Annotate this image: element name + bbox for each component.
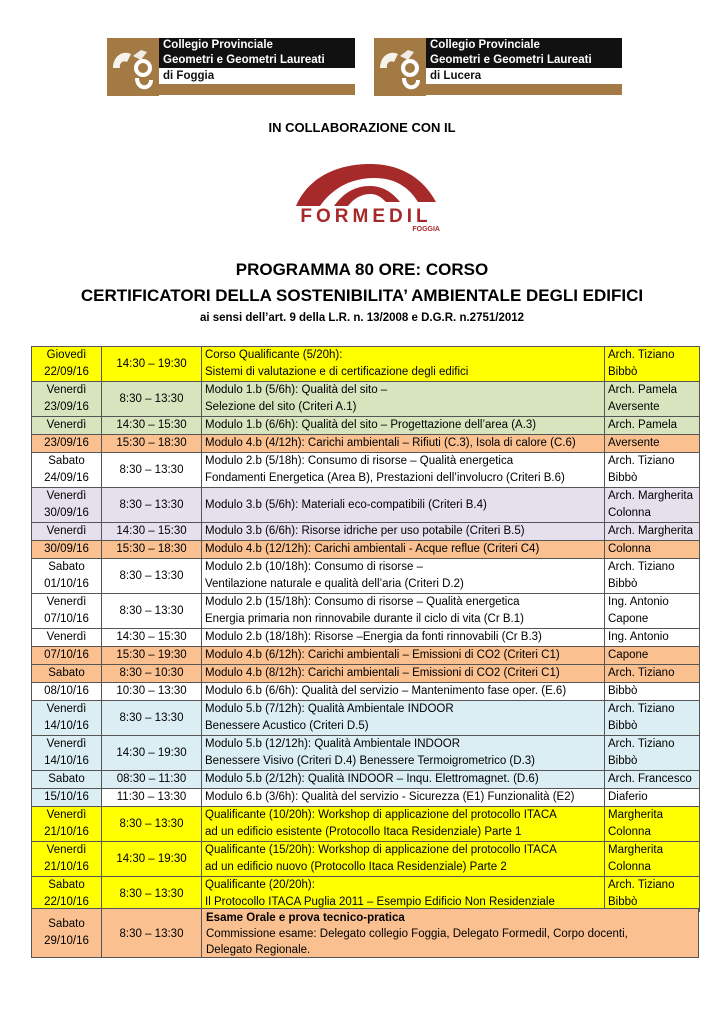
collegio-logo-icon: [374, 38, 426, 96]
module-cell: Modulo 5.b (12/12h): Qualità Ambientale INDOOR Benessere Visivo (Criteri D.4) Benessere Termoigrometrico (D.3): [202, 736, 605, 771]
teacher-cell: Arch. Tiziano Bibbò: [605, 877, 700, 912]
time-cell: 8:30 – 13:30: [102, 453, 202, 488]
time-cell: 14:30 – 15:30: [102, 417, 202, 435]
teacher-cell: Arch. Tiziano Bibbò: [605, 559, 700, 594]
day-cell: Sabato 24/09/16: [32, 453, 102, 488]
exam-day: [32, 909, 102, 957]
module-cell: Modulo 4.b (6/12h): Carichi ambientali – Emissioni di CO2 (Criteri C1): [202, 647, 605, 665]
table-row: [32, 594, 700, 629]
module-cell: Corso Qualificante (5/20h): Sistemi di valutazione e di certificazione degli edifici: [202, 347, 605, 382]
date-cell: 07/10/16: [32, 647, 102, 665]
module-cell: Modulo 3.b (5/6h): Materiali eco-compatibili (Criteri B.4): [202, 488, 605, 523]
table-row: [32, 629, 700, 647]
time-cell: 8:30 – 13:30: [102, 559, 202, 594]
module-cell: Modulo 6.b (6/6h): Qualità del servizio – Mantenimento fase oper. (E.6): [202, 683, 605, 701]
day-cell: Venerdì 07/10/16: [32, 594, 102, 629]
formedil-arch-icon: [290, 160, 442, 208]
time-cell: 8:30 – 13:30: [102, 594, 202, 629]
teacher-cell: Ing. Antonio Capone: [605, 594, 700, 629]
module-cell: Qualificante (15/20h): Workshop di applicazione del protocollo ITACA ad un edificio nuovo (Protocollo Itaca Residenziale) Parte 2: [202, 842, 605, 877]
day-cell: Sabato 22/10/16: [32, 877, 102, 912]
teacher-cell: Arch. Tiziano Bibbò: [605, 701, 700, 736]
day-cell: Venerdì: [32, 523, 102, 541]
table-row: [32, 877, 700, 912]
teacher-cell: Arch. Francesco: [605, 771, 700, 789]
exam-day-name: Sabato: [48, 918, 85, 930]
logo-line-3: di Foggia: [159, 69, 355, 84]
teacher-cell: Arch. Pamela Aversente: [605, 382, 700, 417]
time-cell: 11:30 – 13:30: [102, 789, 202, 807]
table-row: [32, 559, 700, 594]
logo-collegio-foggia: [107, 38, 355, 96]
teacher-cell: Margherita Colonna: [605, 842, 700, 877]
logo-line-2: Geometri e Geometri Laureati: [426, 53, 622, 68]
module-cell: Modulo 4.b (8/12h): Carichi ambientali – Emissioni di CO2 (Criteri C1): [202, 665, 605, 683]
table-row: [32, 435, 700, 453]
table-row: [32, 453, 700, 488]
module-cell: Modulo 4.b (12/12h): Carichi ambientali - Acque reflue (Criteri C4): [202, 541, 605, 559]
program-title: PROGRAMMA 80 ORE: CORSO: [235, 260, 489, 279]
exam-date: 29/10/16: [44, 935, 89, 947]
date-cell: 08/10/16: [32, 683, 102, 701]
module-cell: Modulo 5.b (2/12h): Qualità INDOOR – Inqu. Elettromagnet. (D.6): [202, 771, 605, 789]
time-cell: 15:30 – 18:30: [102, 435, 202, 453]
time-cell: 8:30 – 13:30: [102, 701, 202, 736]
module-cell: Modulo 6.b (3/6h): Qualità del servizio - Sicurezza (E1) Funzionalità (E2): [202, 789, 605, 807]
table-row: [32, 417, 700, 435]
time-cell: 15:30 – 19:30: [102, 647, 202, 665]
teacher-cell: Arch. Margherita Colonna: [605, 488, 700, 523]
date-cell: 30/09/16: [32, 541, 102, 559]
table-row: [32, 771, 700, 789]
time-cell: 14:30 – 15:30: [102, 523, 202, 541]
day-cell: Giovedì 22/09/16: [32, 347, 102, 382]
time-cell: 14:30 – 19:30: [102, 736, 202, 771]
table-row: [32, 665, 700, 683]
exam-line-2: Delegato Regionale.: [206, 944, 311, 956]
teacher-cell: Capone: [605, 647, 700, 665]
module-cell: Modulo 2.b (10/18h): Consumo di risorse – Ventilazione naturale e qualità dell’aria (Criteri D.2): [202, 559, 605, 594]
exam-line-1: Commissione esame: Delegato collegio Foggia, Delegato Formedil, Corpo docenti,: [206, 928, 628, 940]
table-row: [32, 382, 700, 417]
time-cell: 10:30 – 13:30: [102, 683, 202, 701]
exam-time: 8:30 – 13:30: [102, 909, 202, 957]
logo-line-2: Geometri e Geometri Laureati: [159, 53, 355, 68]
module-cell: Modulo 3.b (6/6h): Risorse idriche per uso potabile (Criteri B.5): [202, 523, 605, 541]
day-cell: Venerdì 30/09/16: [32, 488, 102, 523]
teacher-cell: Arch. Tiziano Bibbò: [605, 347, 700, 382]
module-cell: Qualificante (10/20h): Workshop di applicazione del protocollo ITACA ad un edificio esistente (Protocollo Itaca Residenziale) Parte 1: [202, 807, 605, 842]
time-cell: 8:30 – 13:30: [102, 382, 202, 417]
time-cell: 8:30 – 13:30: [102, 877, 202, 912]
course-title: CERTIFICATORI DELLA SOSTENIBILITA’ AMBIENTALE DEGLI EDIFICI: [80, 286, 644, 305]
table-row: [32, 347, 700, 382]
time-cell: 8:30 – 13:30: [102, 807, 202, 842]
date-cell: 15/10/16: [32, 789, 102, 807]
legal-reference: ai sensi dell’art. 9 della L.R. n. 13/2008 e D.G.R. n.2751/2012: [199, 312, 525, 324]
exam-heading: Esame Orale e prova tecnico-pratica: [206, 912, 405, 924]
day-cell: Sabato: [32, 665, 102, 683]
table-row: [32, 701, 700, 736]
formedil-logo: [290, 160, 442, 236]
teacher-cell: Arch. Tiziano: [605, 665, 700, 683]
module-cell: Modulo 2.b (15/18h): Consumo di risorse – Qualità energetica Energia primaria non rinnovabile durante il ciclo di vita (Cr B.1): [202, 594, 605, 629]
day-cell: Venerdì 14/10/16: [32, 701, 102, 736]
exam-row: [31, 908, 699, 958]
teacher-cell: Arch. Tiziano Bibbò: [605, 736, 700, 771]
day-cell: Venerdì 23/09/16: [32, 382, 102, 417]
logo-collegio-lucera: [374, 38, 622, 96]
header-logos: [107, 38, 627, 96]
teacher-cell: Ing. Antonio: [605, 629, 700, 647]
day-cell: Venerdì: [32, 629, 102, 647]
logo-line-1: Collegio Provinciale: [159, 38, 355, 53]
module-cell: Modulo 1.b (5/6h): Qualità del sito – Selezione del sito (Criteri A.1): [202, 382, 605, 417]
time-cell: 14:30 – 15:30: [102, 629, 202, 647]
table-row: [32, 736, 700, 771]
time-cell: 8:30 – 10:30: [102, 665, 202, 683]
exam-description: [202, 909, 698, 957]
logo-line-1: Collegio Provinciale: [426, 38, 622, 53]
table-row: [32, 488, 700, 523]
day-cell: Venerdì 21/10/16: [32, 807, 102, 842]
table-row: [32, 842, 700, 877]
schedule-table: [31, 346, 700, 912]
teacher-cell: Arch. Tiziano Bibbò: [605, 453, 700, 488]
teacher-cell: Arch. Pamela: [605, 417, 700, 435]
module-cell: Modulo 5.b (7/12h): Qualità Ambientale INDOOR Benessere Acustico (Criteri D.5): [202, 701, 605, 736]
module-cell: Modulo 2.b (18/18h): Risorse –Energia da fonti rinnovabili (Cr B.3): [202, 629, 605, 647]
day-cell: Venerdì 14/10/16: [32, 736, 102, 771]
collaboration-heading: IN COLLABORAZIONE CON IL: [268, 120, 456, 135]
day-cell: Sabato 01/10/16: [32, 559, 102, 594]
teacher-cell: Arch. Margherita: [605, 523, 700, 541]
logo-line-3: di Lucera: [426, 69, 622, 84]
teacher-cell: Diaferio: [605, 789, 700, 807]
day-cell: Sabato: [32, 771, 102, 789]
time-cell: 08:30 – 11:30: [102, 771, 202, 789]
teacher-cell: Aversente: [605, 435, 700, 453]
day-cell: Venerdì 21/10/16: [32, 842, 102, 877]
module-cell: Modulo 4.b (4/12h): Carichi ambientali – Rifiuti (C.3), Isola di calore (C.6): [202, 435, 605, 453]
time-cell: 8:30 – 13:30: [102, 488, 202, 523]
module-cell: Modulo 1.b (6/6h): Qualità del sito – Progettazione dell’area (A.3): [202, 417, 605, 435]
table-row: [32, 541, 700, 559]
teacher-cell: Bibbò: [605, 683, 700, 701]
teacher-cell: Margherita Colonna: [605, 807, 700, 842]
time-cell: 14:30 – 19:30: [102, 347, 202, 382]
module-cell: Modulo 2.b (5/18h): Consumo di risorse – Qualità energetica Fondamenti Energetica (Area B), Prestazioni dell’involucro (Criteri B.6): [202, 453, 605, 488]
date-cell: 23/09/16: [32, 435, 102, 453]
table-row: [32, 523, 700, 541]
day-cell: Venerdì: [32, 417, 102, 435]
table-row: [32, 647, 700, 665]
time-cell: 15:30 – 18:30: [102, 541, 202, 559]
collegio-logo-icon: [107, 38, 159, 96]
formedil-sub: FOGGIA: [412, 226, 440, 233]
table-row: [32, 789, 700, 807]
time-cell: 14:30 – 19:30: [102, 842, 202, 877]
teacher-cell: Colonna: [605, 541, 700, 559]
table-row: [32, 807, 700, 842]
formedil-wordmark: FORMEDIL: [300, 206, 432, 227]
table-row: [32, 683, 700, 701]
module-cell: Qualificante (20/20h): Il Protocollo ITACA Puglia 2011 – Esempio Edificio Non Residenziale: [202, 877, 605, 912]
